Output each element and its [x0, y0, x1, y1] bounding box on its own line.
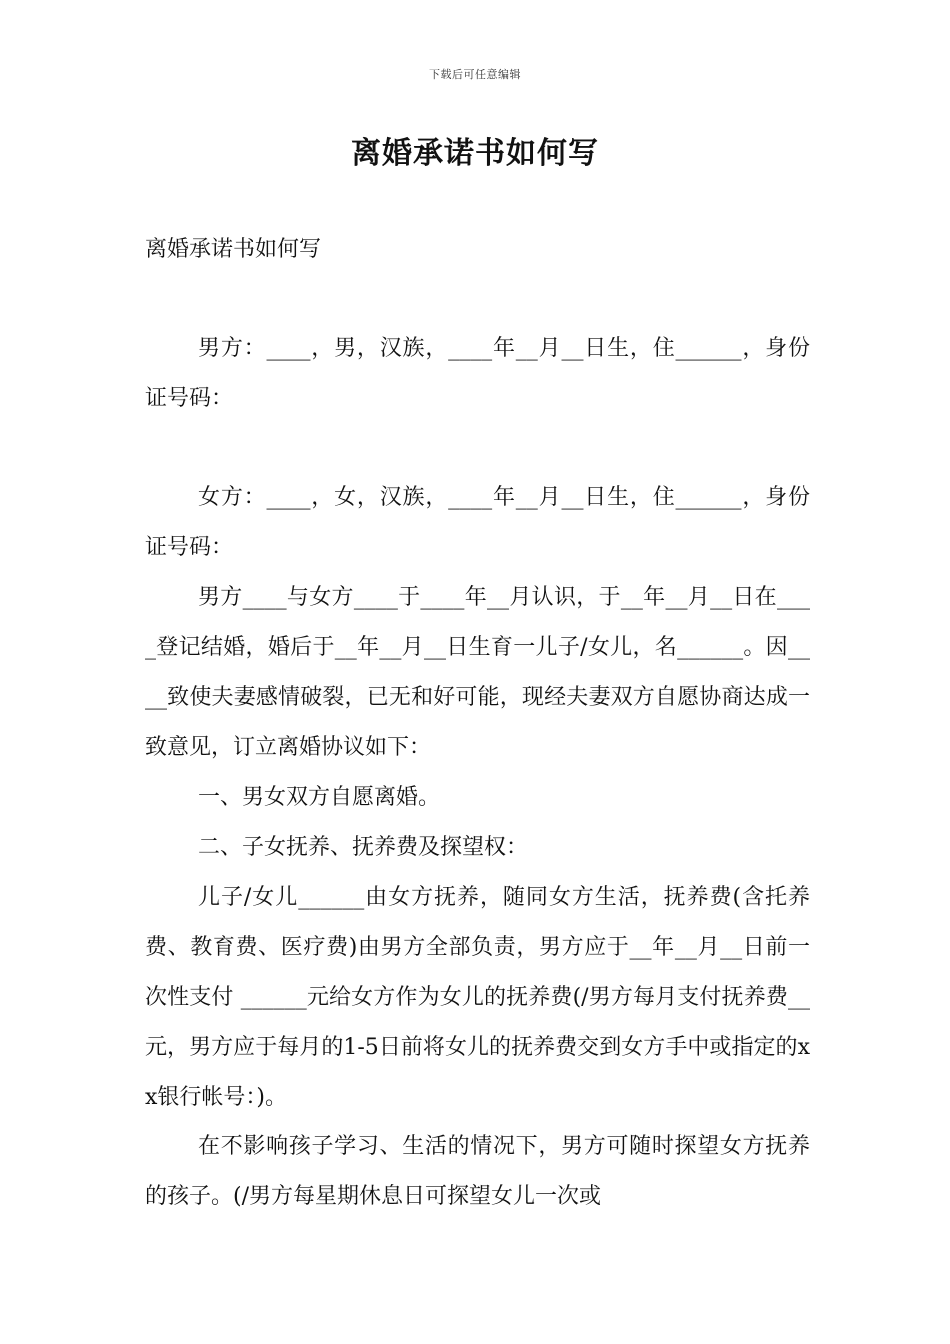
paragraph-female-party: 女方：____，女，汉族，____年__月__日生，住______，身份证号码：: [145, 485, 810, 560]
paragraph-clause-2: 二、子女抚养、抚养费及探望权：: [198, 835, 529, 860]
header-note: 下载后可任意编辑: [429, 68, 521, 81]
paragraph-child-support: 儿子/女儿______由女方抚养，随同女方生活，抚养费(含托养费、教育费、医疗费)由男方全部负责，男方应于__年__月__日前一次性支付 ______元给女方作为女儿的抚养费(/男方每月支付抚养费__元，男方应于每月的1-5日前将女儿的抚养费交到女方手中或指定的xx银行帐号：)。: [145, 885, 810, 1110]
paragraph-male-party: 男方：____，男，汉族，____年__月__日生，住______，身份证号码：: [145, 336, 810, 411]
paragraph-clause-1: 一、男女双方自愿离婚。: [198, 785, 441, 810]
document-subtitle: 离婚承诺书如何写: [145, 237, 322, 262]
paragraph-visitation: 在不影响孩子学习、生活的情况下，男方可随时探望女方抚养的孩子。(/男方每星期休息日可探望女儿一次或: [145, 1134, 810, 1209]
paragraph-background: 男方____与女方____于____年__月认识，于__年__月__日在____登记结婚，婚后于__年__月__日生育一儿子/女儿，名______。因____致使夫妻感情破裂，已无和好可能，现经夫妻双方自愿协商达成一致意见，订立离婚协议如下：: [145, 585, 810, 760]
document-title: 离婚承诺书如何写: [351, 136, 599, 171]
